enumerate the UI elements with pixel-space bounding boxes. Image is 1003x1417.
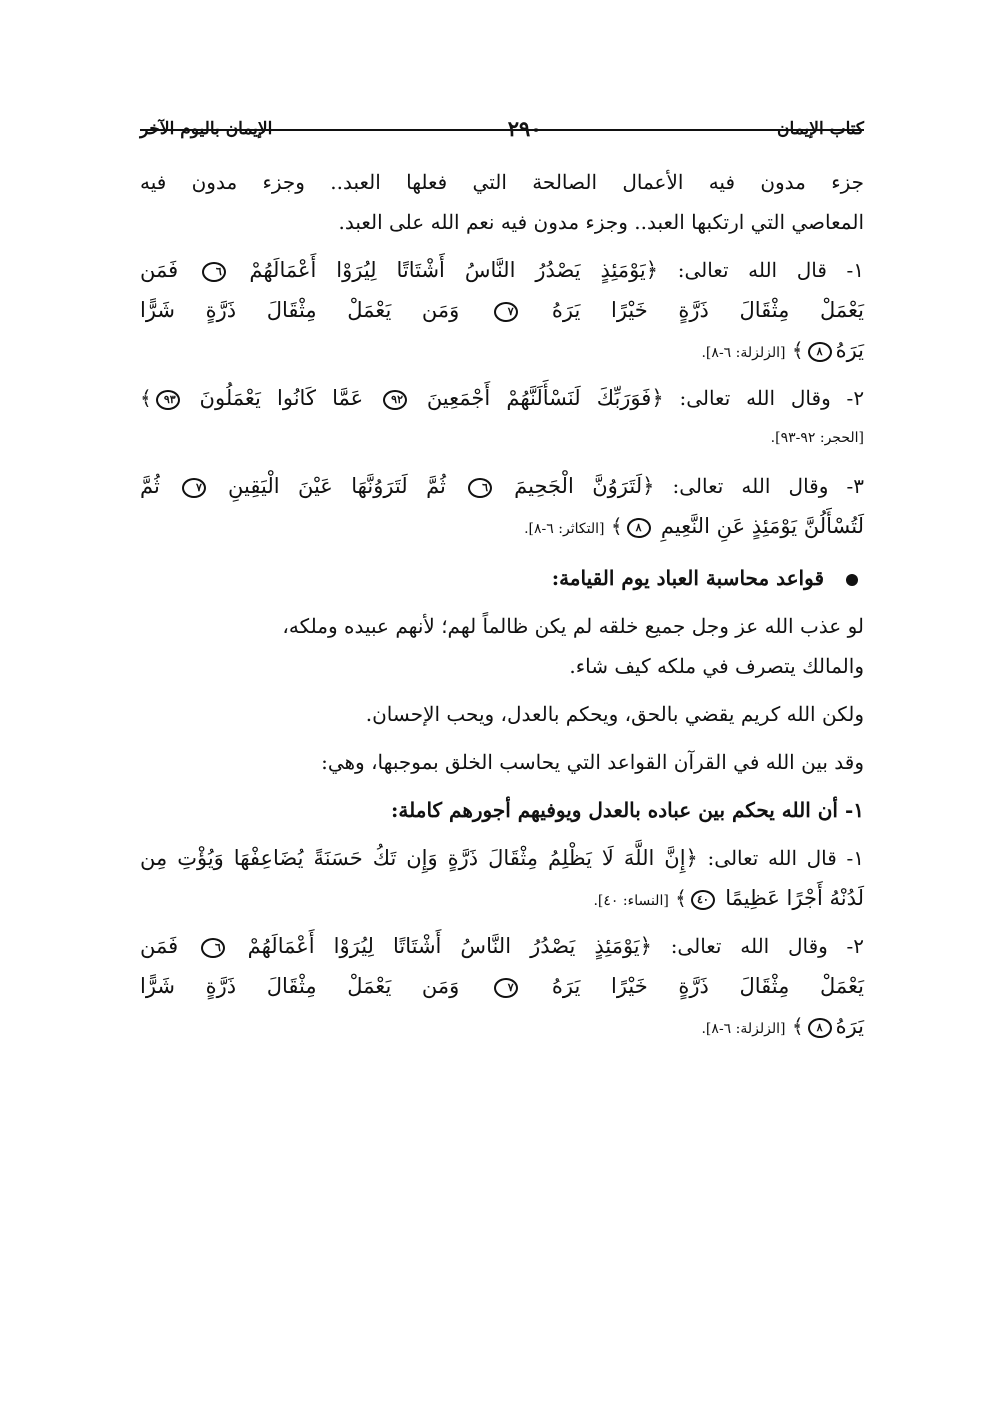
quran-bracket-close: ﴾ [675, 886, 687, 910]
verse-number-marker: ٨ [808, 342, 832, 362]
verse-item-5-line-3 [140, 1006, 864, 1046]
verse-text: عَمَّا كَانُوا يَعْمَلُونَ [199, 386, 364, 410]
verse-citation: [التكاثر: ٦-٨]. [524, 521, 605, 537]
verse-text: ﴿يَوْمَئِذٍ يَصْدُرُ النَّاسُ أَشْتَاتًا لِيُرَوْا أَعْمَالَهُمْ [247, 934, 652, 958]
verse-item-2-line-1 [140, 378, 864, 418]
page-number: ٢٩٠ [507, 116, 542, 141]
verse-item-5-line-1 [140, 926, 864, 966]
intro-line-2: المعاصي التي ارتكبها العبد.. وجزء مدون فيه نعم الله على العبد. [338, 210, 864, 234]
quran-bracket-close: ﴾ [791, 1014, 804, 1038]
quran-bracket-close: ﴾ [140, 386, 152, 410]
verse-citation: [الزلزلة: ٦-٨]. [701, 1021, 786, 1037]
paragraph-line: لو عذب الله عز وجل جميع خلقه لم يكن ظالماً لهم؛ لأنهم عبيده وملكه، [282, 614, 864, 638]
section-heading-text: قواعد محاسبة العباد يوم القيامة: [551, 566, 824, 590]
verse-item-5 [140, 926, 864, 1046]
verse-text: لَتُسْأَلُنَّ يَوْمَئِذٍ عَنِ النَّعِيمِ [660, 514, 864, 538]
book-title: كتاب الإيمان [777, 119, 864, 139]
verse-number-marker: ٦ [201, 938, 225, 958]
intro-paragraph [140, 162, 864, 242]
section-heading [140, 558, 864, 598]
verse-number-marker: ٩٣ [156, 390, 180, 410]
verse-item-4-line-2 [140, 878, 864, 918]
verse-prefix: ١- قال الله تعالى: [677, 258, 865, 282]
chapter-title: الإيمان باليوم الآخر [140, 119, 273, 139]
verse-text: ﴿يَوْمَئِذٍ يَصْدُرُ النَّاسُ أَشْتَاتًا لِيُرَوْا أَعْمَالَهُمْ [249, 258, 659, 282]
section-paragraph-3: وقد بين الله في القرآن القواعد التي يحاسب الخلق بموجبها، وهي: [321, 750, 864, 774]
verse-number-marker: ٧ [182, 478, 206, 498]
verse-item-3 [140, 466, 864, 546]
verse-citation: [الزلزلة: ٦-٨]. [701, 345, 786, 361]
verse-prefix: ٢- وقال الله تعالى: [679, 386, 865, 410]
verse-item-4-line-1 [140, 838, 864, 878]
verse-citation: [الحجر: ٩٢-٩٣]. [770, 430, 864, 446]
verse-text: وَمَن يَعْمَلْ مِثْقَالَ ذَرَّةٍ شَرًّا [140, 974, 460, 998]
verse-number-marker: ٩٢ [383, 390, 407, 410]
page-header [140, 100, 864, 140]
verse-prefix: ١- قال الله تعالى: [707, 846, 865, 870]
verse-number-marker: ٤٠ [691, 890, 715, 910]
verse-number-marker: ٧ [494, 978, 518, 998]
paragraph-line: والمالك يتصرف في ملكه كيف شاء. [569, 654, 864, 678]
verse-item-1-line-3 [140, 330, 864, 370]
verse-text: يَعْمَلْ مِثْقَالَ ذَرَّةٍ خَيْرًا يَرَهُ [551, 298, 864, 322]
bullet-icon [846, 574, 858, 586]
verse-number-marker: ٦ [202, 262, 226, 282]
verse-item-1-line-2 [140, 290, 864, 330]
verse-text: فَمَن [140, 258, 179, 282]
verse-item-4 [140, 838, 864, 918]
page-body [140, 162, 864, 1046]
verse-text: يَرَهُ [835, 338, 864, 362]
section-paragraph-2: ولكن الله كريم يقضي بالحق، ويحكم بالعدل، ويحب الإحسان. [365, 702, 864, 726]
verse-item-2 [140, 378, 864, 458]
header-rule [140, 129, 864, 131]
verse-citation: [النساء: ٤٠]. [593, 893, 669, 909]
verse-number-marker: ٧ [494, 302, 518, 322]
verse-text: وَمَن يَعْمَلْ مِثْقَالَ ذَرَّةٍ شَرًّا [140, 298, 460, 322]
verse-number-marker: ٦ [468, 478, 492, 498]
section-paragraph-1 [140, 606, 864, 686]
verse-text: فَمَن [140, 934, 179, 958]
verse-number-marker: ٨ [627, 518, 651, 538]
rule-heading-1: ١- أن الله يحكم بين عباده بالعدل ويوفيهم أجورهم كاملة: [391, 798, 864, 822]
verse-text: يَرَهُ [835, 1014, 864, 1038]
verse-item-1-line-1 [140, 250, 864, 290]
quran-bracket-close: ﴾ [610, 514, 623, 538]
verse-text: ﴿فَوَرَبِّكَ لَنَسْأَلَنَّهُمْ أَجْمَعِينَ [426, 386, 664, 410]
verse-prefix: ٢- وقال الله تعالى: [670, 934, 865, 958]
verse-item-3-line-2 [140, 506, 864, 546]
verse-text: ثُمَّ [140, 474, 160, 498]
verse-text: لَدُنْهُ أَجْرًا عَظِيمًا [725, 886, 864, 910]
intro-line-1: جزء مدون فيه الأعمال الصالحة التي فعلها العبد.. وجزء مدون فيه [140, 170, 864, 194]
verse-text: ﴿لَتَرَوُنَّ الْجَحِيمَ [514, 474, 655, 498]
verse-text: يَعْمَلْ مِثْقَالَ ذَرَّةٍ خَيْرًا يَرَهُ [551, 974, 864, 998]
verse-item-1 [140, 250, 864, 370]
verse-item-3-line-1 [140, 466, 864, 506]
quran-bracket-close: ﴾ [791, 338, 804, 362]
verse-prefix: ٣- وقال الله تعالى: [672, 474, 864, 498]
verse-item-5-line-2 [140, 966, 864, 1006]
verse-text: ﴿إِنَّ اللَّهَ لَا يَظْلِمُ مِثْقَالَ ذَرَّةٍ وَإِن تَكُ حَسَنَةً يُضَاعِفْهَا وَيُؤْتِ مِن [140, 846, 698, 870]
verse-number-marker: ٨ [808, 1018, 832, 1038]
verse-text: ثُمَّ لَتَرَوُنَّهَا عَيْنَ الْيَقِينِ [228, 474, 446, 498]
